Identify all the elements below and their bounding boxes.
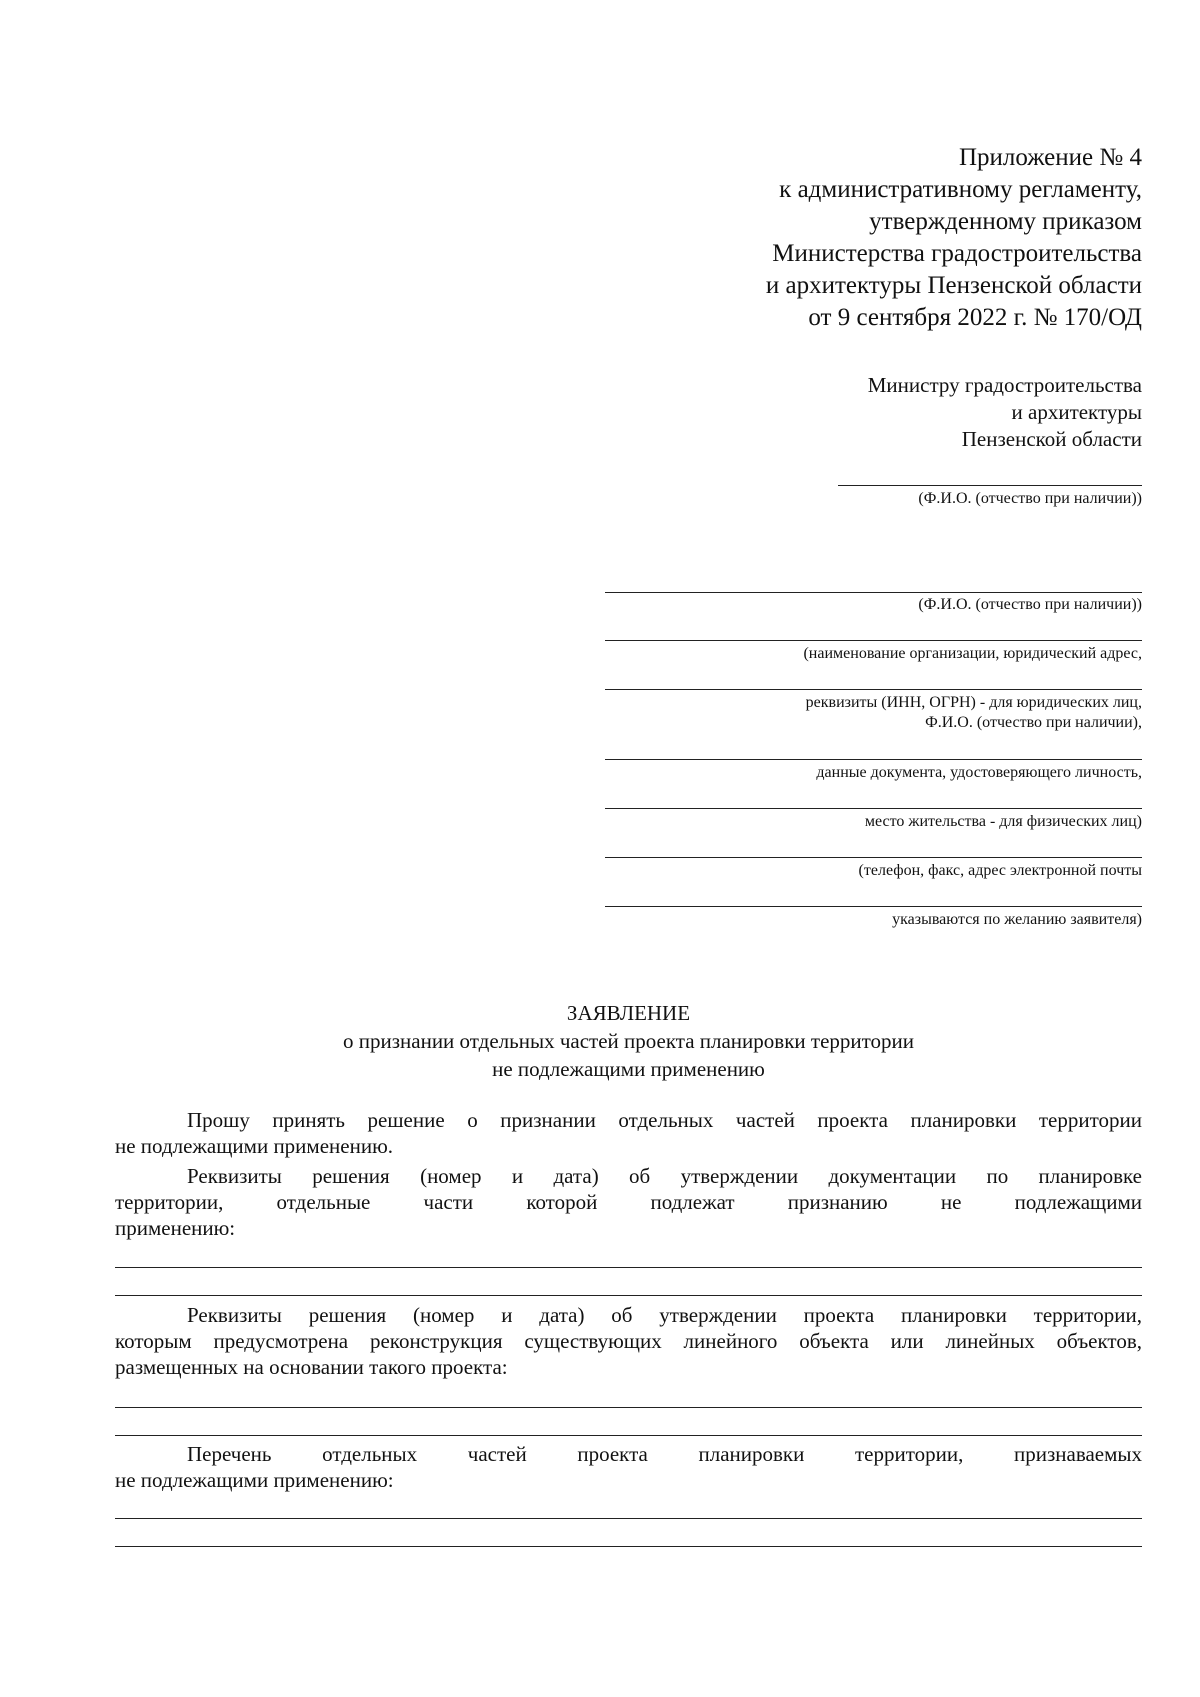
- requisites-documentation-field[interactable]: [115, 1267, 1142, 1268]
- paragraph-line: применению:: [115, 1216, 236, 1240]
- addressee-caption: (Ф.И.О. (отчество при наличии)): [918, 490, 1142, 507]
- paragraph-parts-list: [115, 1441, 1142, 1493]
- applicant-caption: Ф.И.О. (отчество при наличии),: [925, 714, 1142, 731]
- applicant-caption: указываются по желанию заявителя): [892, 911, 1142, 928]
- addressee-line: и архитектуры: [1011, 400, 1142, 424]
- title-heading: ЗАЯВЛЕНИЕ: [566, 1001, 691, 1025]
- requisites-project-field-2[interactable]: [115, 1435, 1142, 1436]
- applicant-residence-field[interactable]: [605, 808, 1142, 809]
- applicant-requisites-field[interactable]: [605, 689, 1142, 690]
- paragraph-requisites-project: [115, 1302, 1142, 1380]
- appendix-line: к административному регламенту,: [779, 176, 1142, 203]
- paragraph-line: территории, отдельные части которой подлежат признанию не подлежащими: [115, 1190, 1142, 1214]
- appendix-line: утвержденному приказом: [869, 208, 1142, 235]
- applicant-org-field[interactable]: [605, 640, 1142, 641]
- document-title: [115, 999, 1142, 1083]
- requisites-project-field[interactable]: [115, 1407, 1142, 1408]
- paragraph-line: Реквизиты решения (номер и дата) об утверждении проекта планировки территории,: [187, 1303, 1142, 1327]
- applicant-caption: (телефон, факс, адрес электронной почты: [858, 862, 1142, 879]
- applicant-caption: (Ф.И.О. (отчество при наличии)): [918, 596, 1142, 613]
- appendix-line: Приложение № 4: [958, 144, 1142, 171]
- applicant-name-field[interactable]: [605, 592, 1142, 593]
- title-subtitle: не подлежащими применению: [492, 1057, 765, 1081]
- paragraph-line: Прошу принять решение о признании отдельных частей проекта планировки территории: [187, 1108, 1142, 1132]
- appendix-block: [560, 142, 1142, 334]
- paragraph-line: Реквизиты решения (номер и дата) об утверждении документации по планировке: [187, 1164, 1142, 1188]
- parts-list-field[interactable]: [115, 1518, 1142, 1519]
- paragraph-line: не подлежащими применению:: [115, 1468, 394, 1492]
- applicant-caption: данные документа, удостоверяющего личность,: [816, 764, 1142, 781]
- requisites-documentation-field-2[interactable]: [115, 1295, 1142, 1296]
- paragraph-request: [115, 1107, 1142, 1159]
- addressee-block: [660, 372, 1142, 453]
- applicant-caption: (наименование организации, юридический адрес,: [803, 645, 1142, 662]
- addressee-name-field[interactable]: [838, 485, 1142, 486]
- applicant-contacts-field[interactable]: [605, 857, 1142, 858]
- applicant-caption: реквизиты (ИНН, ОГРН) - для юридических лиц,: [805, 694, 1142, 711]
- applicant-contacts-extra-field[interactable]: [605, 906, 1142, 907]
- addressee-line: Пензенской области: [961, 427, 1142, 451]
- appendix-line: и архитектуры Пензенской области: [765, 272, 1142, 299]
- applicant-caption: место жительства - для физических лиц): [864, 813, 1142, 830]
- paragraph-line: размещенных на основании такого проекта:: [115, 1355, 508, 1379]
- paragraph-line: Перечень отдельных частей проекта планировки территории, признаваемых: [187, 1442, 1142, 1466]
- appendix-line: от 9 сентября 2022 г. № 170/ОД: [808, 304, 1142, 331]
- parts-list-field-2[interactable]: [115, 1546, 1142, 1547]
- paragraph-line: не подлежащими применению.: [115, 1134, 394, 1158]
- paragraph-requisites-documentation: [115, 1163, 1142, 1241]
- paragraph-line: которым предусмотрена реконструкция существующих линейного объекта или линейных объектов,: [115, 1329, 1142, 1353]
- title-subtitle: о признании отдельных частей проекта планировки территории: [343, 1029, 914, 1053]
- appendix-line: Министерства градостроительства: [772, 240, 1142, 267]
- addressee-line: Министру градостроительства: [867, 373, 1142, 397]
- applicant-id-document-field[interactable]: [605, 759, 1142, 760]
